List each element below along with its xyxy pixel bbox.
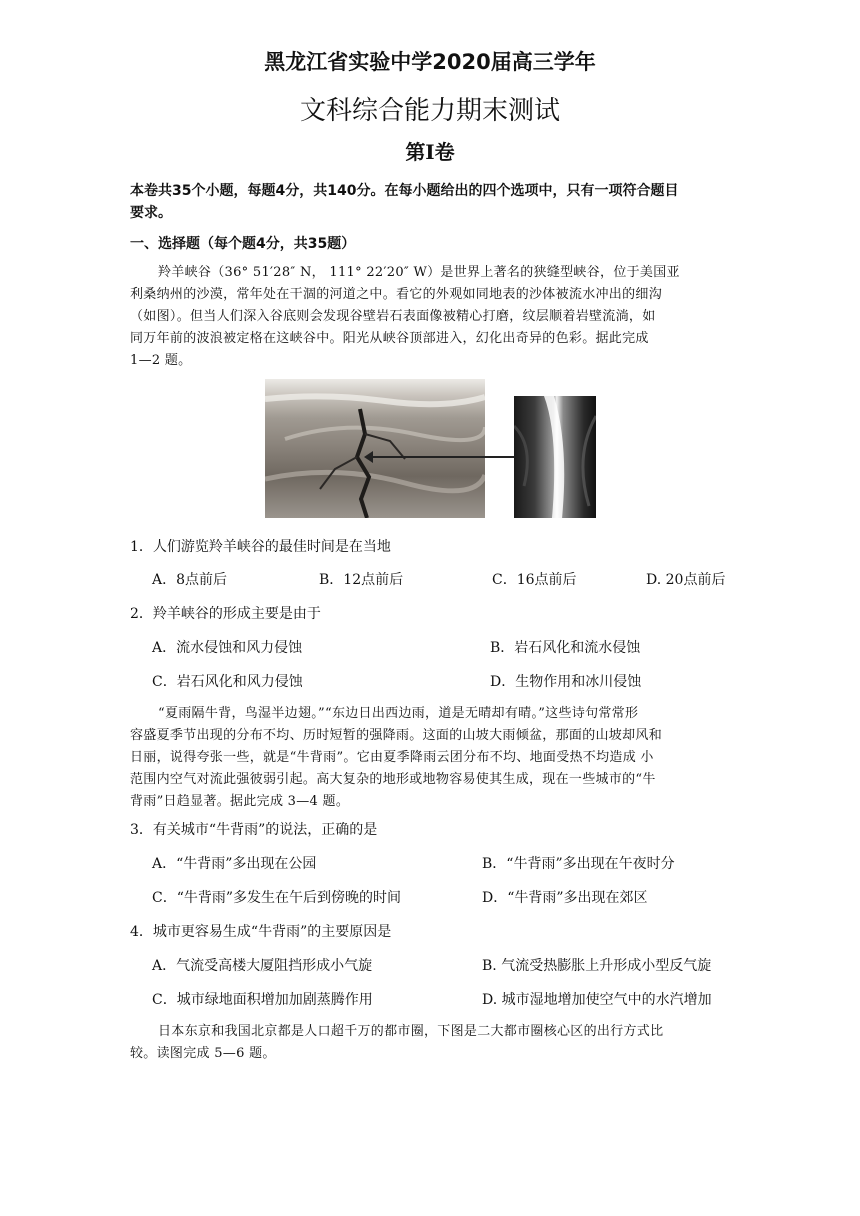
passage-line: （如图）。但当人们深入谷底则会发现谷壁岩石表面像被精心打磨，纹层顺着岩壁流淌，如 [130, 309, 656, 324]
section-title: 一、选择题（每个题4分，共35题） [130, 236, 356, 252]
question-2: 2．羚羊峡谷的形成主要是由于 [130, 606, 321, 622]
passage-line: 同万年前的波浪被定格在这峡谷中。阳光从峡谷顶部进入，幻化出奇异的色彩。据此完成 [130, 331, 649, 346]
instructions [130, 180, 678, 224]
passage-antelope-canyon [130, 262, 730, 372]
school-title: 黑龙江省实验中学2020届高三学年 [264, 50, 596, 74]
passage-line: 范围内空气对流此强彼弱引起。高大复杂的地形或地物容易使其生成，现在一些城市的“牛 [130, 772, 656, 787]
passage-line: 羚羊峡谷（36° 51′28″ N， 111° 22′20″ W）是世界上著名的狭缝型峡谷，位于美国亚 [158, 265, 680, 280]
q4-option-c[interactable]: C．城市绿地面积增加加剧蒸腾作用 [152, 992, 373, 1008]
q3-option-b[interactable]: B．“牛背雨”多出现在午夜时分 [482, 856, 675, 872]
q1-option-b[interactable]: B．12点前后 [319, 572, 404, 588]
q4-option-d[interactable]: D. 城市湿地增加使空气中的水汽增加 [482, 992, 712, 1008]
passage-line: 容盛夏季节出现的分布不均、历时短暂的强降雨。这面的山坡大雨倾盆，那面的山坡却风和 [130, 728, 663, 743]
q3-option-a[interactable]: A．“牛背雨”多出现在公园 [152, 856, 317, 872]
volume-title: 第Ⅰ卷 [405, 140, 455, 164]
q4-option-b[interactable]: B. 气流受热膨胀上升形成小型反气旋 [482, 958, 712, 974]
q1-option-c[interactable]: C．16点前后 [492, 572, 577, 588]
question-4: 4．城市更容易生成“牛背雨”的主要原因是 [130, 924, 392, 940]
q1-option-a[interactable]: A．8点前后 [152, 572, 228, 588]
passage-line: 较。读图完成 5—6 题。 [130, 1046, 276, 1061]
passage-commute [130, 1021, 730, 1065]
figure-arrow [370, 456, 515, 458]
passage-line: 背雨”日趋显著。据此完成 3—4 题。 [130, 794, 350, 809]
passage-line: 日本东京和我国北京都是人口超千万的都市圈，下图是二大都市圈核心区的出行方式比 [158, 1024, 664, 1039]
q2-option-d[interactable]: D．生物作用和冰川侵蚀 [490, 674, 642, 690]
passage-line: “夏雨隔牛背，鸟湿半边翅。”“东边日出西边雨，道是无晴却有晴。”这些诗句常常形 [158, 706, 639, 721]
q3-option-c[interactable]: C．“牛背雨”多发生在午后到傍晚的时间 [152, 890, 402, 906]
q2-option-c[interactable]: C．岩石风化和风力侵蚀 [152, 674, 303, 690]
q1-option-d[interactable]: D. 20点前后 [646, 572, 726, 588]
canyon-interior-photo [514, 396, 596, 518]
question-1: 1．人们游览羚羊峡谷的最佳时间是在当地 [130, 539, 391, 555]
q4-option-a[interactable]: A．气流受高楼大厦阻挡形成小气旋 [152, 958, 373, 974]
q3-option-d[interactable]: D．“牛背雨”多出现在郊区 [482, 890, 648, 906]
passage-line: 日丽，说得夸张一些，就是“牛背雨”。它由夏季降雨云团分布不均、地面受热不均造成 小 [130, 750, 654, 765]
instructions-line: 本卷共35个小题，每题4分，共140分。在每小题给出的四个选项中，只有一项符合题目 [130, 183, 679, 199]
crack-drawing [265, 379, 485, 518]
instructions-line: 要求。 [130, 205, 172, 221]
q2-option-b[interactable]: B．岩石风化和流水侵蚀 [490, 640, 641, 656]
q2-option-a[interactable]: A．流水侵蚀和风力侵蚀 [152, 640, 303, 656]
passage-line: 利桑纳州的沙漠，常年处在干涸的河道之中。看它的外观如同地表的沙体被流水冲出的细沟 [130, 287, 663, 302]
arrow-head-icon [364, 451, 373, 463]
canyon-surface-photo [265, 379, 485, 518]
exam-title: 文科综合能力期末测试 [299, 96, 560, 126]
passage-niubeiyu [130, 703, 730, 813]
question-3: 3．有关城市“牛背雨”的说法，正确的是 [130, 822, 378, 838]
light-beam-drawing [514, 396, 596, 518]
passage-line: 1—2 题。 [130, 353, 192, 368]
